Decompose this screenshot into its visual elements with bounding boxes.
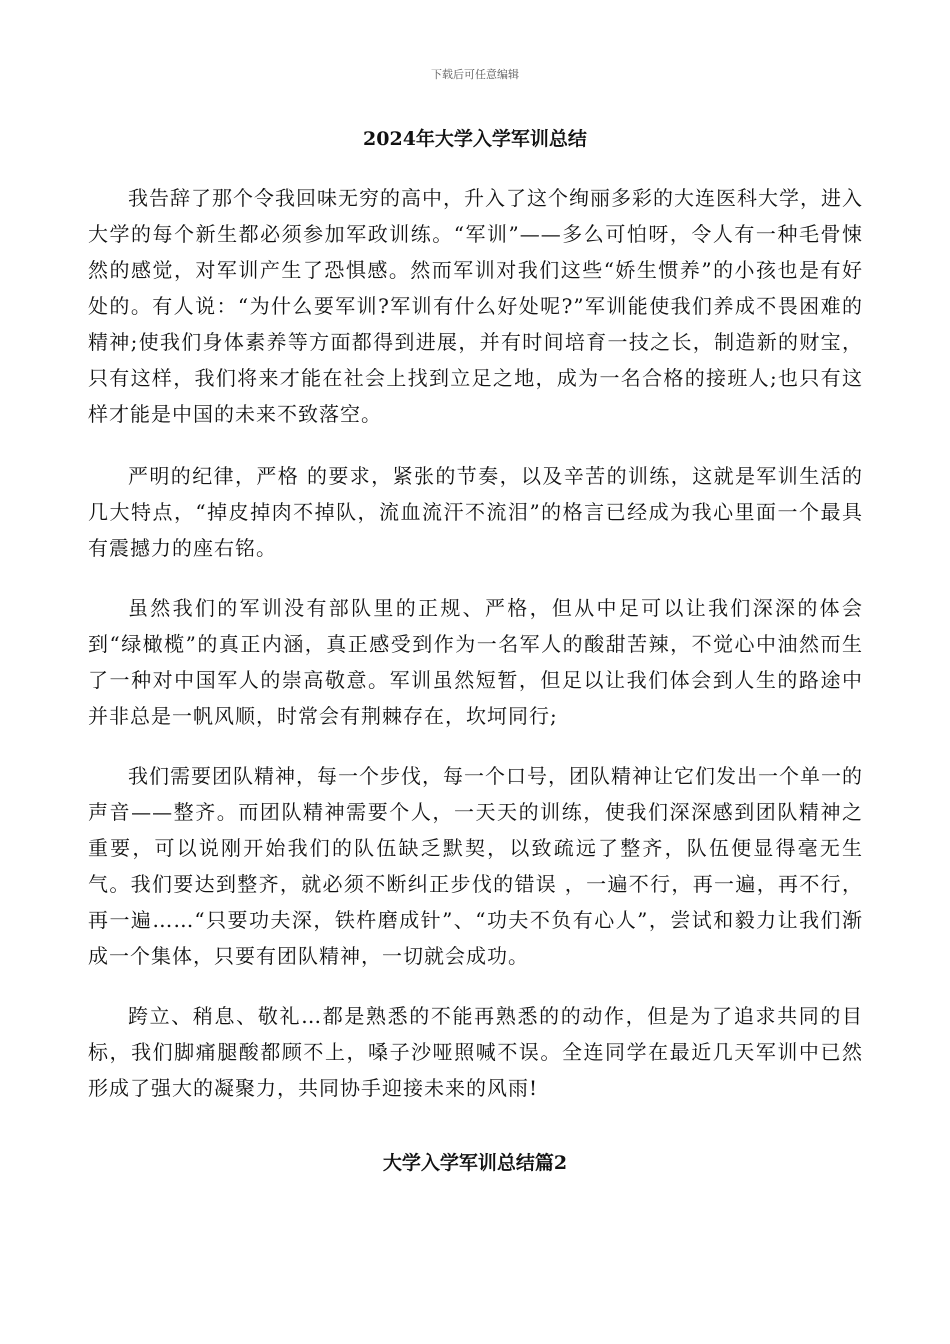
paragraph-2: 严明的纪律，严格 的要求，紧张的节奏，以及辛苦的训练，这就是军训生活的几大特点，“掉皮掉肉不掉队，流血流汗不流泪”的格言已经成为我心里面一个最具有震撼力的座右铭。 — [88, 464, 863, 560]
paragraph-3: 虽然我们的军训没有部队里的正规、严格，但从中足可以让我们深深的体会到“绿橄榄”的真正内涵，真正感受到作为一名军人的酸甜苦辣，不觉心中油然而生了一种对中国军人的崇高敬意。军训虽然短暂，但足以让我们体会到人生的路途中并非总是一帆风顺，时常会有荆棘存在，坎坷同行; — [88, 596, 863, 728]
paragraph-1: 我告辞了那个令我回味无穷的高中，升入了这个绚丽多彩的大连医科大学，进入大学的每个新生都必须参加军政训练。“军训”——多么可怕呀，令人有一种毛骨悚然的感觉，对军训产生了恐惧感。然而军训对我们这些“娇生惯养”的小孩也是有好处的。有人说：“为什么要军训?军训有什么好处呢?”军训能使我们养成不畏困难的精神;使我们身体素养等方面都得到进展，并有时间培育一技之长，制造新的财宝，只有这样，我们将来才能在社会上找到立足之地，成为一名合格的接班人;也只有这样才能是中国的未来不致落空。 — [88, 186, 863, 426]
section-title: 大学入学军训总结篇2 — [382, 1152, 568, 1174]
paragraph-4: 我们需要团队精神，每一个步伐，每一个口号，团队精神让它们发出一个单一的声音——整齐。而团队精神需要个人，一天天的训练，使我们深深感到团队精神之重要，可以说刚开始我们的队伍缺乏默契，以致疏远了整齐，队伍便显得毫无生气。我们要达到整齐，就必须不断纠正步伐的错误 ，一遍不行，再一遍，再不行，再一遍……“只要功夫深，铁杵磨成针”、“功夫不负有心人”，尝试和毅力让我们渐成一个集体，只要有团队精神，一切就会成功。 — [88, 764, 863, 968]
paragraph-5: 跨立、稍息、敬礼…都是熟悉的不能再熟悉的的动作，但是为了追求共同的目标，我们脚痛腿酸都顾不上，嗓子沙哑照喊不误。全连同学在最近几天军训中已然形成了强大的凝聚力，共同协手迎接未来的风雨! — [88, 1004, 863, 1100]
document-title: 2024年大学入学军训总结 — [363, 128, 587, 150]
header-note: 下载后可任意编辑 — [431, 68, 519, 81]
document-body — [88, 180, 863, 1130]
